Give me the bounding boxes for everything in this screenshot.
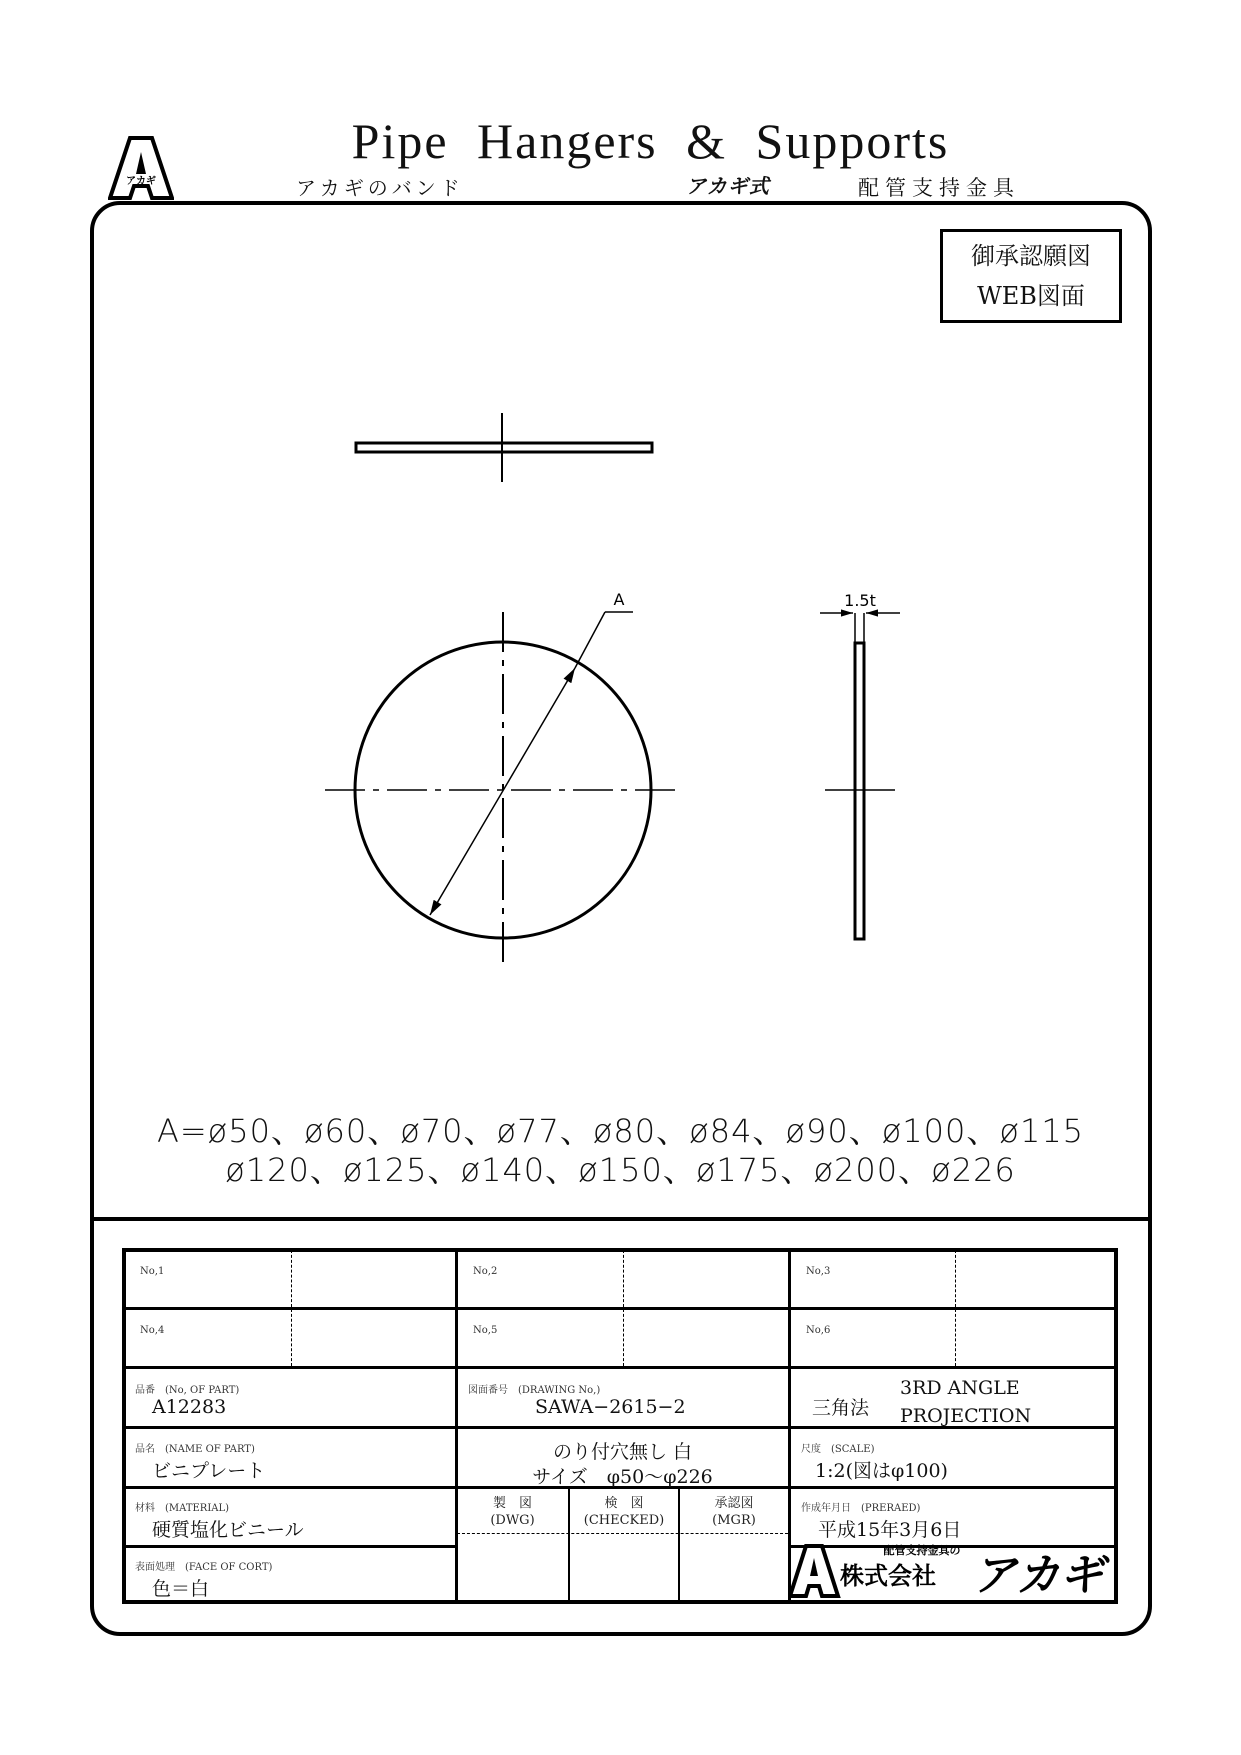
tb-divider	[122, 1307, 1118, 1310]
note-line-2: サイズ φ50～φ226	[532, 1466, 713, 1488]
tb-dashed-divider	[955, 1250, 956, 1366]
page-title: Pipe Hangers & Supports	[351, 113, 950, 169]
approval-stamp	[940, 229, 1122, 323]
part-slot-5-label: No,5	[473, 1325, 498, 1336]
svg-text:配管支持金具の: 配管支持金具の	[883, 1544, 961, 1557]
tb-divider	[122, 1366, 1118, 1369]
part-name-value: ビニプレート	[152, 1460, 266, 1482]
tb-divider	[455, 1248, 458, 1604]
material-value: 硬質塩化ビニール	[152, 1519, 304, 1541]
header-subtitle-band: アカギのバンド	[296, 176, 464, 200]
tb-dashed-divider	[457, 1533, 788, 1534]
part-slot-6-label: No,6	[806, 1325, 831, 1336]
part-name-label: 品名 (NAME OF PART)	[135, 1444, 255, 1455]
company-logo	[788, 1540, 1114, 1600]
scale-label: 尺度 (SCALE)	[801, 1444, 875, 1455]
part-no-label: 品番 (No, OF PART)	[135, 1385, 240, 1396]
part-no-value: A12283	[152, 1396, 227, 1418]
akagi-a-logo-icon	[790, 1546, 838, 1596]
sign-checked	[570, 1495, 678, 1529]
sign-mgr-jp: 承認図	[714, 1496, 754, 1511]
drawing-no-label: 図面番号 (DRAWING No,)	[468, 1385, 601, 1396]
thickness-label: 1.5t	[844, 591, 876, 610]
part-slot-3-label: No,3	[806, 1266, 831, 1277]
header-subtitle-brand: アカギ式	[686, 174, 770, 198]
material-label: 材料 (MATERIAL)	[135, 1503, 230, 1514]
stamp-line-web: WEB図面	[977, 282, 1085, 310]
sign-mgr-en: (MGR)	[712, 1513, 756, 1528]
projection-jp: 三角法	[812, 1397, 870, 1419]
tb-dashed-divider	[623, 1250, 624, 1366]
sign-dwg-en: (DWG)	[490, 1513, 535, 1528]
sign-dwg	[457, 1495, 568, 1529]
part-slot-1-label: No,1	[140, 1266, 165, 1277]
finish-label: 表面処理 (FACE OF CORT)	[135, 1562, 273, 1573]
note-line-1: のり付穴無し 白	[552, 1441, 693, 1463]
drawing-no-value: SAWA−2615−2	[535, 1396, 686, 1418]
dimension-label-a: A	[613, 590, 625, 609]
tb-divider	[122, 1545, 458, 1548]
sign-checked-en: (CHECKED)	[583, 1513, 665, 1528]
finish-value: 色＝白	[152, 1578, 210, 1600]
scale-value: 1:2(図はφ100)	[815, 1460, 948, 1482]
tb-dashed-divider	[291, 1250, 292, 1366]
part-slot-2-label: No,2	[473, 1266, 498, 1277]
header-subtitle-supports: 配管支持金具	[858, 176, 1020, 200]
svg-text:アカギ: アカギ	[126, 176, 156, 187]
part-slot-4-label: No,4	[140, 1325, 165, 1336]
prepared-label: 作成年月日 (PRERAED)	[801, 1503, 921, 1514]
stamp-line-approval: 御承認願図	[971, 242, 1091, 270]
prepared-value: 平成15年3月6日	[818, 1519, 962, 1541]
sign-dwg-jp: 製 図	[492, 1496, 532, 1511]
projection-line-2: PROJECTION	[900, 1405, 1032, 1427]
size-spec-line-2: ø120、ø125、ø140、ø150、ø175、ø200、ø226	[225, 1151, 1016, 1189]
svg-text:アカギ: アカギ	[972, 1550, 1104, 1600]
frame-divider	[92, 1217, 1150, 1221]
svg-text:株式会社: 株式会社	[840, 1562, 936, 1590]
sign-mgr	[680, 1495, 788, 1529]
sign-checked-jp: 検 図	[604, 1496, 644, 1511]
size-spec-line-1: A=ø50、ø60、ø70、ø77、ø80、ø84、ø90、ø100、ø115	[156, 1112, 1085, 1150]
projection-line-1: 3RD ANGLE	[900, 1377, 1020, 1399]
